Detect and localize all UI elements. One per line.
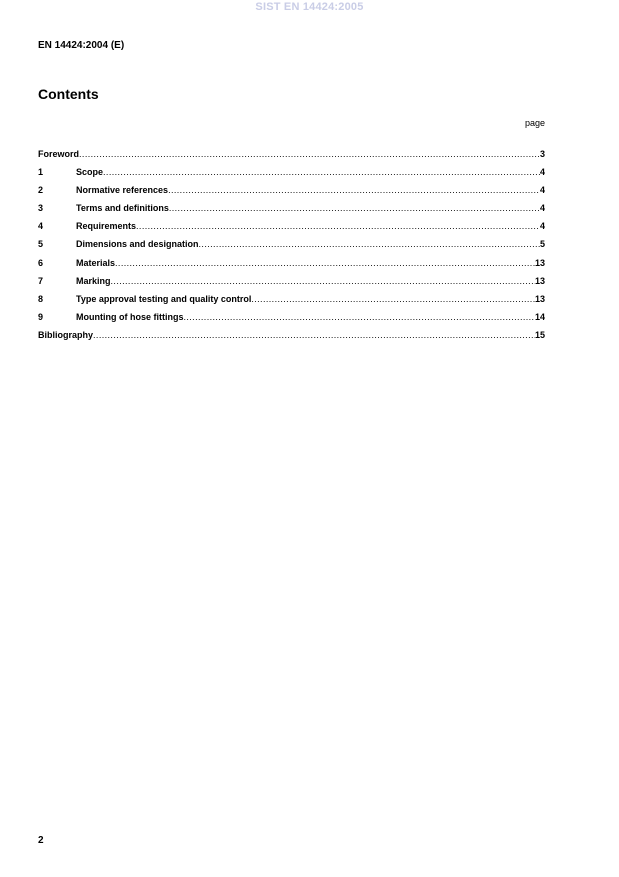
toc-dot-leader (115, 258, 535, 269)
toc-entry-number: 7 (38, 275, 44, 286)
toc-entry-marking[interactable] (38, 276, 545, 294)
toc-entry-page: 5 (539, 239, 545, 250)
toc-entry-number: 4 (38, 221, 44, 232)
toc-entry-title: Dimensions and designation (76, 239, 199, 250)
toc-entry-page: 13 (534, 275, 545, 286)
toc-entry-type-approval-testing[interactable] (38, 294, 545, 312)
document-identifier: EN 14424:2004 (E) (38, 40, 125, 51)
toc-entry-page: 4 (539, 203, 545, 214)
toc-entry-scope[interactable] (38, 167, 545, 185)
toc-entry-page: 3 (539, 149, 545, 159)
toc-dot-leader (111, 276, 535, 287)
toc-entry-mounting-of-hose-fittings[interactable] (38, 312, 545, 330)
table-of-contents (38, 149, 545, 348)
toc-entry-page: 4 (539, 221, 545, 232)
toc-entry-page: 4 (539, 167, 545, 178)
toc-entry-requirements[interactable] (38, 221, 545, 239)
toc-dot-leader (93, 330, 535, 341)
toc-entry-normative-references[interactable] (38, 185, 545, 203)
contents-heading: Contents (38, 86, 99, 102)
toc-entry-page: 15 (534, 329, 545, 340)
toc-dot-leader (183, 312, 535, 323)
toc-entry-number: 1 (38, 167, 44, 178)
toc-dot-leader (251, 294, 535, 305)
toc-entry-number: 5 (38, 239, 44, 250)
toc-entry-number: 3 (38, 203, 44, 214)
toc-entry-title: Normative references (76, 185, 169, 196)
toc-entry-title: Marking (76, 275, 111, 286)
toc-entry-page: 14 (534, 311, 545, 322)
toc-entry-number: 8 (38, 293, 44, 304)
toc-entry-page: 4 (539, 185, 545, 196)
toc-entry-title: Bibliography (38, 329, 94, 340)
toc-dot-leader (168, 185, 540, 196)
toc-entry-title: Mounting of hose fittings (76, 311, 184, 322)
toc-entry-number: 6 (38, 257, 44, 268)
watermark: SIST EN 14424:2005 (255, 1, 364, 13)
toc-entry-terms-and-definitions[interactable] (38, 203, 545, 221)
toc-entry-foreword[interactable] (38, 149, 545, 167)
toc-entry-dimensions-and-designation[interactable] (38, 239, 545, 257)
toc-entry-title: Foreword (38, 149, 80, 159)
toc-dot-leader (79, 149, 540, 160)
toc-entry-title: Type approval testing and quality control (76, 293, 252, 304)
toc-dot-leader (136, 221, 540, 232)
toc-entry-title: Scope (76, 167, 104, 178)
toc-entry-title: Materials (76, 257, 116, 268)
toc-entry-title: Terms and definitions (76, 203, 169, 214)
toc-entry-page: 13 (534, 293, 545, 304)
toc-entry-title: Requirements (76, 221, 137, 232)
toc-entry-bibliography[interactable] (38, 330, 545, 348)
toc-dot-leader (169, 203, 540, 214)
toc-dot-leader (199, 239, 540, 250)
toc-entry-number: 9 (38, 311, 44, 322)
toc-entry-page: 13 (534, 257, 545, 268)
page-column-label: page (524, 118, 545, 128)
toc-entry-number: 2 (38, 185, 44, 196)
page-number: 2 (38, 835, 44, 846)
toc-dot-leader (103, 167, 540, 178)
toc-entry-materials[interactable] (38, 258, 545, 276)
